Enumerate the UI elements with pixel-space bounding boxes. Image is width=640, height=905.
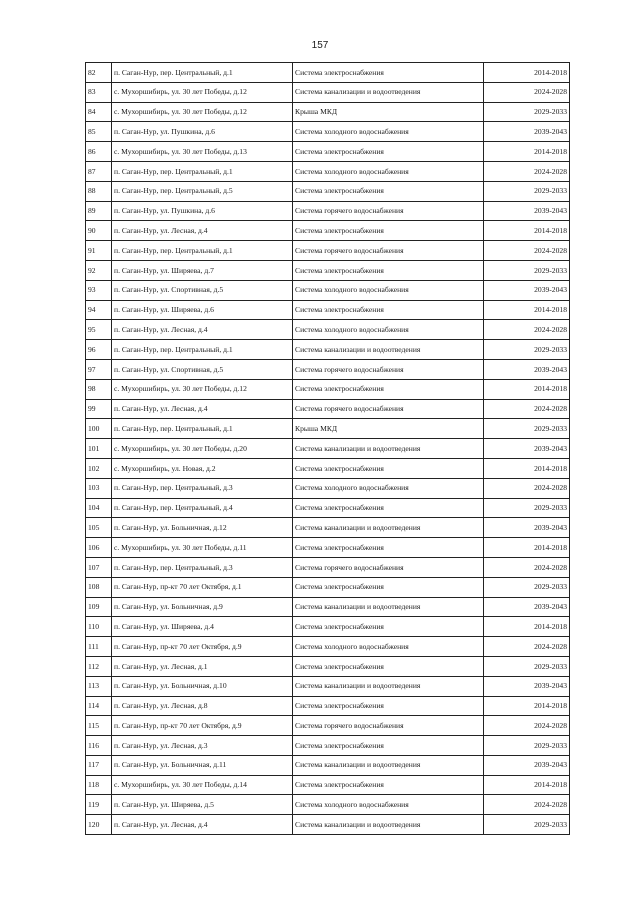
period-cell: 2014-2018 (484, 300, 570, 320)
period-cell: 2014-2018 (484, 379, 570, 399)
system-cell: Система канализации и водоотведения (293, 597, 484, 617)
row-number: 111 (86, 637, 112, 657)
period-cell: 2024-2028 (484, 399, 570, 419)
system-cell: Система канализации и водоотведения (293, 439, 484, 459)
address-cell: п. Саган-Нур, ул. Спортивная, д.5 (112, 359, 293, 379)
address-cell: с. Мухоршибирь, ул. 30 лет Победы, д.20 (112, 439, 293, 459)
row-number: 114 (86, 696, 112, 716)
system-cell: Система электроснабжения (293, 538, 484, 558)
table-row (86, 102, 570, 122)
table-row (86, 815, 570, 835)
table-row (86, 478, 570, 498)
period-cell: 2029-2033 (484, 656, 570, 676)
address-cell: п. Саган-Нур, ул. Лесная, д.4 (112, 815, 293, 835)
address-cell: п. Саган-Нур, пр-кт 70 лет Октября, д.1 (112, 577, 293, 597)
address-cell: п. Саган-Нур, ул. Больничная, д.12 (112, 518, 293, 538)
system-cell: Система электроснабжения (293, 379, 484, 399)
table-row (86, 458, 570, 478)
address-cell: п. Саган-Нур, пер. Центральный, д.3 (112, 478, 293, 498)
row-number: 83 (86, 82, 112, 102)
system-cell: Система канализации и водоотведения (293, 676, 484, 696)
row-number: 85 (86, 122, 112, 142)
table-row (86, 320, 570, 340)
system-cell: Система электроснабжения (293, 617, 484, 637)
address-cell: с. Мухоршибирь, ул. 30 лет Победы, д.11 (112, 538, 293, 558)
system-cell: Система электроснабжения (293, 775, 484, 795)
row-number: 120 (86, 815, 112, 835)
row-number: 112 (86, 656, 112, 676)
system-cell: Крыша МКД (293, 102, 484, 122)
period-cell: 2039-2043 (484, 755, 570, 775)
table-row (86, 498, 570, 518)
address-cell: с. Мухоршибирь, ул. 30 лет Победы, д.13 (112, 142, 293, 162)
address-cell: п. Саган-Нур, пер. Центральный, д.4 (112, 498, 293, 518)
period-cell: 2039-2043 (484, 201, 570, 221)
period-cell: 2029-2033 (484, 815, 570, 835)
row-number: 109 (86, 597, 112, 617)
period-cell: 2039-2043 (484, 439, 570, 459)
repair-schedule-table (85, 62, 570, 835)
table-row (86, 557, 570, 577)
address-cell: п. Саган-Нур, ул. Больничная, д.10 (112, 676, 293, 696)
row-number: 104 (86, 498, 112, 518)
period-cell: 2014-2018 (484, 696, 570, 716)
table-row (86, 161, 570, 181)
table-row (86, 340, 570, 360)
address-cell: п. Саган-Нур, пер. Центральный, д.1 (112, 419, 293, 439)
period-cell: 2024-2028 (484, 637, 570, 657)
table-row (86, 221, 570, 241)
row-number: 87 (86, 161, 112, 181)
address-cell: с. Мухоршибирь, ул. Новая, д.2 (112, 458, 293, 478)
address-cell: п. Саган-Нур, ул. Ширяева, д.6 (112, 300, 293, 320)
table-row (86, 716, 570, 736)
table-row (86, 260, 570, 280)
row-number: 89 (86, 201, 112, 221)
row-number: 88 (86, 181, 112, 201)
system-cell: Система горячего водоснабжения (293, 201, 484, 221)
address-cell: п. Саган-Нур, ул. Пушкина, д.6 (112, 122, 293, 142)
period-cell: 2014-2018 (484, 142, 570, 162)
address-cell: п. Саган-Нур, ул. Ширяева, д.5 (112, 795, 293, 815)
address-cell: п. Саган-Нур, ул. Лесная, д.4 (112, 320, 293, 340)
period-cell: 2024-2028 (484, 557, 570, 577)
address-cell: п. Саган-Нур, пр-кт 70 лет Октября, д.9 (112, 716, 293, 736)
period-cell: 2024-2028 (484, 161, 570, 181)
period-cell: 2029-2033 (484, 102, 570, 122)
table-row (86, 795, 570, 815)
period-cell: 2039-2043 (484, 518, 570, 538)
system-cell: Система канализации и водоотведения (293, 755, 484, 775)
row-number: 113 (86, 676, 112, 696)
table-row (86, 419, 570, 439)
period-cell: 2039-2043 (484, 359, 570, 379)
row-number: 82 (86, 63, 112, 83)
table-row (86, 201, 570, 221)
address-cell: п. Саган-Нур, пер. Центральный, д.1 (112, 340, 293, 360)
table-row (86, 736, 570, 756)
period-cell: 2029-2033 (484, 419, 570, 439)
system-cell: Система электроснабжения (293, 577, 484, 597)
period-cell: 2014-2018 (484, 538, 570, 558)
address-cell: п. Саган-Нур, ул. Ширяева, д.7 (112, 260, 293, 280)
system-cell: Система электроснабжения (293, 300, 484, 320)
address-cell: п. Саган-Нур, ул. Лесная, д.8 (112, 696, 293, 716)
table-row (86, 696, 570, 716)
system-cell: Система горячего водоснабжения (293, 716, 484, 736)
row-number: 90 (86, 221, 112, 241)
row-number: 115 (86, 716, 112, 736)
system-cell: Система горячего водоснабжения (293, 241, 484, 261)
table-row (86, 379, 570, 399)
table-row (86, 241, 570, 261)
system-cell: Система горячего водоснабжения (293, 399, 484, 419)
address-cell: п. Саган-Нур, ул. Больничная, д.9 (112, 597, 293, 617)
period-cell: 2014-2018 (484, 775, 570, 795)
period-cell: 2029-2033 (484, 498, 570, 518)
address-cell: п. Саган-Нур, пер. Центральный, д.5 (112, 181, 293, 201)
address-cell: с. Мухоршибирь, ул. 30 лет Победы, д.12 (112, 82, 293, 102)
system-cell: Система электроснабжения (293, 221, 484, 241)
row-number: 116 (86, 736, 112, 756)
address-cell: п. Саган-Нур, ул. Спортивная, д.5 (112, 280, 293, 300)
row-number: 98 (86, 379, 112, 399)
row-number: 102 (86, 458, 112, 478)
address-cell: п. Саган-Нур, пер. Центральный, д.3 (112, 557, 293, 577)
system-cell: Система электроснабжения (293, 260, 484, 280)
table-row (86, 280, 570, 300)
table-row (86, 597, 570, 617)
table-row (86, 676, 570, 696)
row-number: 108 (86, 577, 112, 597)
row-number: 94 (86, 300, 112, 320)
table-row (86, 577, 570, 597)
period-cell: 2024-2028 (484, 716, 570, 736)
system-cell: Система холодного водоснабжения (293, 637, 484, 657)
system-cell: Система холодного водоснабжения (293, 122, 484, 142)
address-cell: п. Саган-Нур, ул. Лесная, д.3 (112, 736, 293, 756)
table-row (86, 142, 570, 162)
period-cell: 2024-2028 (484, 320, 570, 340)
address-cell: с. Мухоршибирь, ул. 30 лет Победы, д.12 (112, 102, 293, 122)
row-number: 118 (86, 775, 112, 795)
row-number: 92 (86, 260, 112, 280)
table-row (86, 181, 570, 201)
table-row (86, 637, 570, 657)
system-cell: Крыша МКД (293, 419, 484, 439)
period-cell: 2039-2043 (484, 676, 570, 696)
address-cell: с. Мухоршибирь, ул. 30 лет Победы, д.14 (112, 775, 293, 795)
row-number: 106 (86, 538, 112, 558)
period-cell: 2014-2018 (484, 63, 570, 83)
table-row (86, 518, 570, 538)
table-row (86, 617, 570, 637)
row-number: 86 (86, 142, 112, 162)
row-number: 95 (86, 320, 112, 340)
table-row (86, 82, 570, 102)
period-cell: 2039-2043 (484, 597, 570, 617)
row-number: 99 (86, 399, 112, 419)
period-cell: 2039-2043 (484, 280, 570, 300)
period-cell: 2014-2018 (484, 617, 570, 637)
period-cell: 2024-2028 (484, 82, 570, 102)
system-cell: Система горячего водоснабжения (293, 557, 484, 577)
system-cell: Система горячего водоснабжения (293, 359, 484, 379)
system-cell: Система канализации и водоотведения (293, 518, 484, 538)
table-row (86, 538, 570, 558)
period-cell: 2039-2043 (484, 122, 570, 142)
row-number: 103 (86, 478, 112, 498)
system-cell: Система электроснабжения (293, 142, 484, 162)
table-row (86, 775, 570, 795)
address-cell: п. Саган-Нур, ул. Больничная, д.11 (112, 755, 293, 775)
address-cell: п. Саган-Нур, ул. Лесная, д.4 (112, 221, 293, 241)
address-cell: п. Саган-Нур, пер. Центральный, д.1 (112, 63, 293, 83)
row-number: 97 (86, 359, 112, 379)
system-cell: Система холодного водоснабжения (293, 795, 484, 815)
period-cell: 2024-2028 (484, 478, 570, 498)
system-cell: Система электроснабжения (293, 458, 484, 478)
address-cell: п. Саган-Нур, ул. Пушкина, д.6 (112, 201, 293, 221)
page-number: 157 (311, 40, 329, 51)
period-cell: 2029-2033 (484, 260, 570, 280)
system-cell: Система холодного водоснабжения (293, 320, 484, 340)
table-body (86, 63, 570, 835)
system-cell: Система электроснабжения (293, 736, 484, 756)
address-cell: с. Мухоршибирь, ул. 30 лет Победы, д.12 (112, 379, 293, 399)
system-cell: Система электроснабжения (293, 656, 484, 676)
period-cell: 2014-2018 (484, 458, 570, 478)
period-cell: 2024-2028 (484, 795, 570, 815)
row-number: 110 (86, 617, 112, 637)
row-number: 117 (86, 755, 112, 775)
system-cell: Система электроснабжения (293, 696, 484, 716)
table-row (86, 359, 570, 379)
period-cell: 2029-2033 (484, 340, 570, 360)
period-cell: 2024-2028 (484, 241, 570, 261)
system-cell: Система канализации и водоотведения (293, 340, 484, 360)
row-number: 100 (86, 419, 112, 439)
period-cell: 2029-2033 (484, 181, 570, 201)
table-row (86, 439, 570, 459)
table-row (86, 300, 570, 320)
row-number: 107 (86, 557, 112, 577)
system-cell: Система холодного водоснабжения (293, 478, 484, 498)
row-number: 84 (86, 102, 112, 122)
period-cell: 2014-2018 (484, 221, 570, 241)
table-row (86, 399, 570, 419)
address-cell: п. Саган-Нур, пер. Центральный, д.1 (112, 241, 293, 261)
address-cell: п. Саган-Нур, ул. Лесная, д.4 (112, 399, 293, 419)
system-cell: Система электроснабжения (293, 181, 484, 201)
system-cell: Система канализации и водоотведения (293, 82, 484, 102)
row-number: 93 (86, 280, 112, 300)
system-cell: Система холодного водоснабжения (293, 280, 484, 300)
address-cell: п. Саган-Нур, ул. Лесная, д.1 (112, 656, 293, 676)
address-cell: п. Саган-Нур, ул. Ширяева, д.4 (112, 617, 293, 637)
address-cell: п. Саган-Нур, пр-кт 70 лет Октября, д.9 (112, 637, 293, 657)
row-number: 105 (86, 518, 112, 538)
period-cell: 2029-2033 (484, 736, 570, 756)
table-row (86, 755, 570, 775)
row-number: 119 (86, 795, 112, 815)
system-cell: Система канализации и водоотведения (293, 815, 484, 835)
address-cell: п. Саган-Нур, пер. Центральный, д.1 (112, 161, 293, 181)
system-cell: Система холодного водоснабжения (293, 161, 484, 181)
system-cell: Система электроснабжения (293, 498, 484, 518)
row-number: 96 (86, 340, 112, 360)
table-row (86, 122, 570, 142)
period-cell: 2029-2033 (484, 577, 570, 597)
table-row (86, 63, 570, 83)
system-cell: Система электроснабжения (293, 63, 484, 83)
row-number: 101 (86, 439, 112, 459)
row-number: 91 (86, 241, 112, 261)
table-row (86, 656, 570, 676)
